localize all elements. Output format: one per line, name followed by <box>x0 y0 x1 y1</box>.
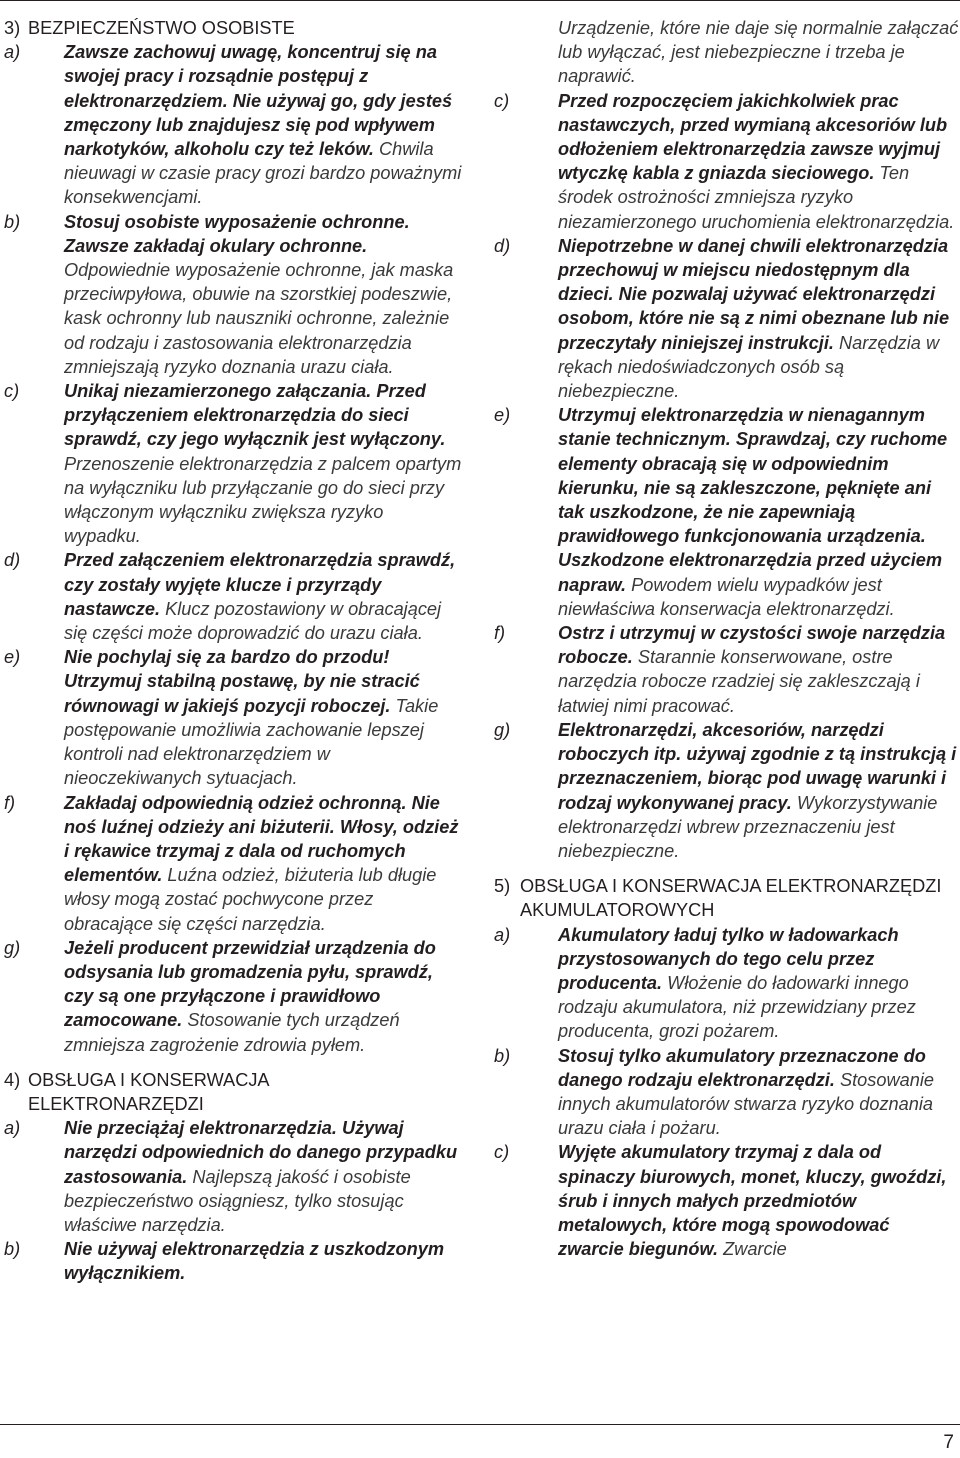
section-3-heading <box>4 16 464 40</box>
list-item <box>4 645 464 790</box>
item-emphasis: Niepotrzebne w danej chwili elektronarzędzia przechowuj w miejscu niedostępnym dla dzieci. Nie pozwalaj używać elektronarzędzi osobom, które nie są z nimi obeznane lub nie przeczytały niniejszej instrukcji. <box>558 235 950 353</box>
item-letter: d) <box>494 235 511 256</box>
list-item <box>494 234 960 403</box>
section-title: OBSŁUGA I KONSERWACJA ELEKTRONARZĘDZI <box>28 1069 269 1114</box>
item-text: Włożenie do ładowarki innego rodzaju akumulatora, niż przewidziany przez producenta, grozi pożarem. <box>558 972 916 1042</box>
list-item <box>494 718 960 863</box>
right-column <box>494 16 960 1261</box>
continued-paragraph: Urządzenie, które nie daje się normalnie załączać lub wyłączać, jest niebezpieczne i trzeba je naprawić. <box>558 18 959 87</box>
item-text: Odpowiednie wyposażenie ochronne, jak maska przeciwpyłowa, obuwie na szorstkiej podeszwie, kask ochronny lub nauszniki ochronne, zależnie od rodzaju i zastosowania elektronarzędzia zmniejszają ryzyko doznania urazu ciała. <box>64 260 454 377</box>
item-emphasis: Nie pochylaj się za bardzo do przodu! Utrzymuj stabilną postawę, by nie stracić równowagi w jakiejś pozycji roboczej. <box>64 647 420 716</box>
list-item <box>4 210 464 379</box>
item-text: Luźna odzież, biżuteria lub długie włosy mogą zostać pochwycone przez obracające się części narzędzia. <box>64 865 437 934</box>
item-letter: c) <box>494 1142 510 1163</box>
item-letter: b) <box>494 1045 511 1066</box>
item-text: Chwila nieuwagi w czasie pracy grozi bardzo poważnymi konsekwencjami. <box>64 139 462 208</box>
section-number: 4) <box>4 1069 21 1090</box>
item-text: Ten środek ostrożności zmniejsza ryzyko niezamierzonego uruchomienia elektronarzędzia. <box>558 163 955 232</box>
list-item <box>494 1140 960 1261</box>
item-text: Wykorzystywanie elektronarzędzi wbrew przeznaczeniu jest niebezpieczne. <box>558 792 938 861</box>
item-emphasis: Jeżeli producent przewidział urządzenia do odsysania lub gromadzenia pyłu, sprawdź, czy są one przyłączone i prawidłowo zamocowane. <box>64 937 436 1031</box>
section-5-list <box>494 923 960 1262</box>
item-body <box>558 718 960 863</box>
item-letter: d) <box>4 550 21 571</box>
item-emphasis: Nie używaj elektronarzędzia z uszkodzonym wyłącznikiem. <box>64 1239 445 1284</box>
item-emphasis: Zawsze zachowuj uwagę, koncentruj się na swojej pracy i rozsądnie postępuj z elektronarzędziem. Nie używaj go, gdy jesteś zmęczony lub znajdujesz się pod wpływem narkotyków, alkoholu czy też leków. <box>64 42 453 160</box>
section-number: 3) <box>4 18 21 38</box>
item-text: Takie postępowanie umożliwia zachowanie lepszej kontroli nad elektronarzędziem w nieoczekiwanych sytuacjach. <box>64 695 439 789</box>
item-body <box>64 210 464 379</box>
section-3-list <box>4 40 464 1057</box>
list-item <box>494 923 960 1044</box>
item-body <box>558 89 960 234</box>
item-emphasis: Przed załączeniem elektronarzędzia sprawdź, czy zostały wyjęte klucze i przyrządy nastawcze. <box>64 550 456 619</box>
item-letter: e) <box>494 405 511 426</box>
item-body <box>558 923 960 1044</box>
list-item <box>4 1237 464 1285</box>
section-number: 5) <box>494 876 511 897</box>
item-emphasis: Stosuj osobiste wyposażenie ochronne. Zawsze zakładaj okulary ochronne. <box>64 211 410 256</box>
item-text: Starannie konserwowane, ostre narzędzia robocze rzadziej się zakleszczają i łatwiej nimi pracować. <box>558 647 920 716</box>
top-rule <box>0 0 960 1</box>
item-text: Klucz pozostawiony w obracającej się części może doprowadzić do urazu ciała. <box>64 598 442 644</box>
item-body <box>64 645 464 790</box>
item-body <box>558 403 960 621</box>
item-emphasis: Zakładaj odpowiednią odzież ochronną. Nie noś luźnej odzieży ani biżuterii. Włosy, odzież i rękawice trzymaj z dala od ruchomych elementów. <box>64 792 459 886</box>
list-item <box>4 791 464 936</box>
item-text: Najlepszą jakość i osobiste bezpieczeństwo osiągniesz, tylko stosując właściwe narzędzia. <box>64 1166 411 1235</box>
item-body <box>558 1140 960 1261</box>
item-letter: b) <box>4 1239 21 1260</box>
list-item <box>494 1044 960 1141</box>
item-letter: a) <box>494 924 511 945</box>
section-4-list <box>4 1116 464 1285</box>
list-item <box>4 40 464 209</box>
section-title: BEZPIECZEŃSTWO OSOBISTE <box>28 18 295 38</box>
list-item <box>4 548 464 645</box>
item-letter: f) <box>494 623 506 644</box>
item-text: Zwarcie <box>718 1239 787 1260</box>
section-4-list-continued <box>494 89 960 864</box>
item-letter: g) <box>4 937 21 958</box>
list-item <box>4 379 464 548</box>
left-column <box>4 16 464 1286</box>
item-emphasis: Unikaj niezamierzonego załączania. Przed przyłączeniem elektronarzędzia do sieci sprawdź, czy jego wyłącznik jest wyłączony. <box>64 381 446 450</box>
item-emphasis: Utrzymuj elektronarzędzia w nienagannym stanie technicznym. Sprawdzaj, czy ruchome elementy obracają się w odpowiednim kierunku, nie są zakleszczone, pęknięte ani tak uszkodzone, że nie zapewniają prawidłowego funkcjonowania urządzenia. Uszkodzone elektronarzędzia przed użyciem napraw. <box>558 405 948 595</box>
item-body <box>558 234 960 403</box>
section-4-heading <box>4 1068 464 1116</box>
list-item <box>494 403 960 621</box>
item-body <box>64 1116 464 1237</box>
item-letter: f) <box>4 792 16 813</box>
item-body <box>64 791 464 936</box>
item-emphasis: Wyjęte akumulatory trzymaj z dala od spinaczy biurowych, monet, kluczy, gwoździ, śrub i innych małych przedmiotów metalowych, które mogą spowodować zwarcie biegunów. <box>558 1142 947 1260</box>
list-item <box>494 621 960 718</box>
item-text: Stosowanie tych urządzeń zmniejsza zagrożenie zdrowia pyłem. <box>64 1010 400 1055</box>
item-body <box>64 379 464 548</box>
list-item <box>4 1116 464 1237</box>
section-5-heading <box>494 874 960 922</box>
item-text: Przenoszenie elektronarzędzia z palcem opartym na wyłączniku lub przyłączanie go do sieci przy włączonym wyłączniku zwiększa ryzyko wypadku. <box>64 453 462 547</box>
item-letter: a) <box>4 1118 21 1139</box>
item-letter: g) <box>494 719 511 740</box>
item-body <box>558 1044 960 1141</box>
list-item <box>4 936 464 1057</box>
list-item <box>494 89 960 234</box>
item-emphasis: Ostrz i utrzymuj w czystości swoje narzędzia robocze. <box>558 623 946 668</box>
item-text: Narzędzia w rękach niedoświadczonych osób są niebezpieczne. <box>558 332 940 402</box>
item-body <box>64 548 464 645</box>
section-title: OBSŁUGA I KONSERWACJA ELEKTRONARZĘDZI AKUMULATOROWYCH <box>520 876 942 921</box>
item-body <box>64 936 464 1057</box>
item-emphasis: Elektronarzędzi, akcesoriów, narzędzi roboczych itp. używaj zgodnie z tą instrukcją i przeznaczeniem, biorąc pod uwagę warunki i rodzaj wykonywanej pracy. <box>558 719 957 813</box>
item-emphasis: Stosuj tylko akumulatory przeznaczone do danego rodzaju elektronarzędzi. <box>558 1045 926 1090</box>
item-letter: c) <box>4 381 20 402</box>
item-body <box>558 621 960 718</box>
item-text: Stosowanie innych akumulatorów stwarza ryzyko doznania urazu ciała i pożaru. <box>558 1069 935 1139</box>
item-emphasis: Nie przeciążaj elektronarzędzia. Używaj narzędzi odpowiednich do danego przypadku zastosowania. <box>64 1118 458 1187</box>
page-number: 7 <box>943 1432 954 1453</box>
item-text: Powodem wielu wypadków jest niewłaściwa konserwacja elektronarzędzi. <box>558 574 895 619</box>
item-emphasis: Akumulatory ładuj tylko w ładowarkach przystosowanych do tego celu przez producenta. <box>558 924 899 993</box>
item-body <box>64 40 464 209</box>
item-letter: e) <box>4 647 21 668</box>
item-body <box>64 1237 464 1285</box>
item-letter: a) <box>4 42 21 63</box>
bottom-rule <box>0 1424 960 1425</box>
item-letter: c) <box>494 90 510 111</box>
item-emphasis: Przed rozpoczęciem jakichkolwiek prac nastawczych, przed wymianą akcesoriów lub odłożeniem elektronarzędzia zawsze wyjmuj wtyczkę kabla z gniazda sieciowego. <box>558 90 948 184</box>
item-letter: b) <box>4 211 21 232</box>
